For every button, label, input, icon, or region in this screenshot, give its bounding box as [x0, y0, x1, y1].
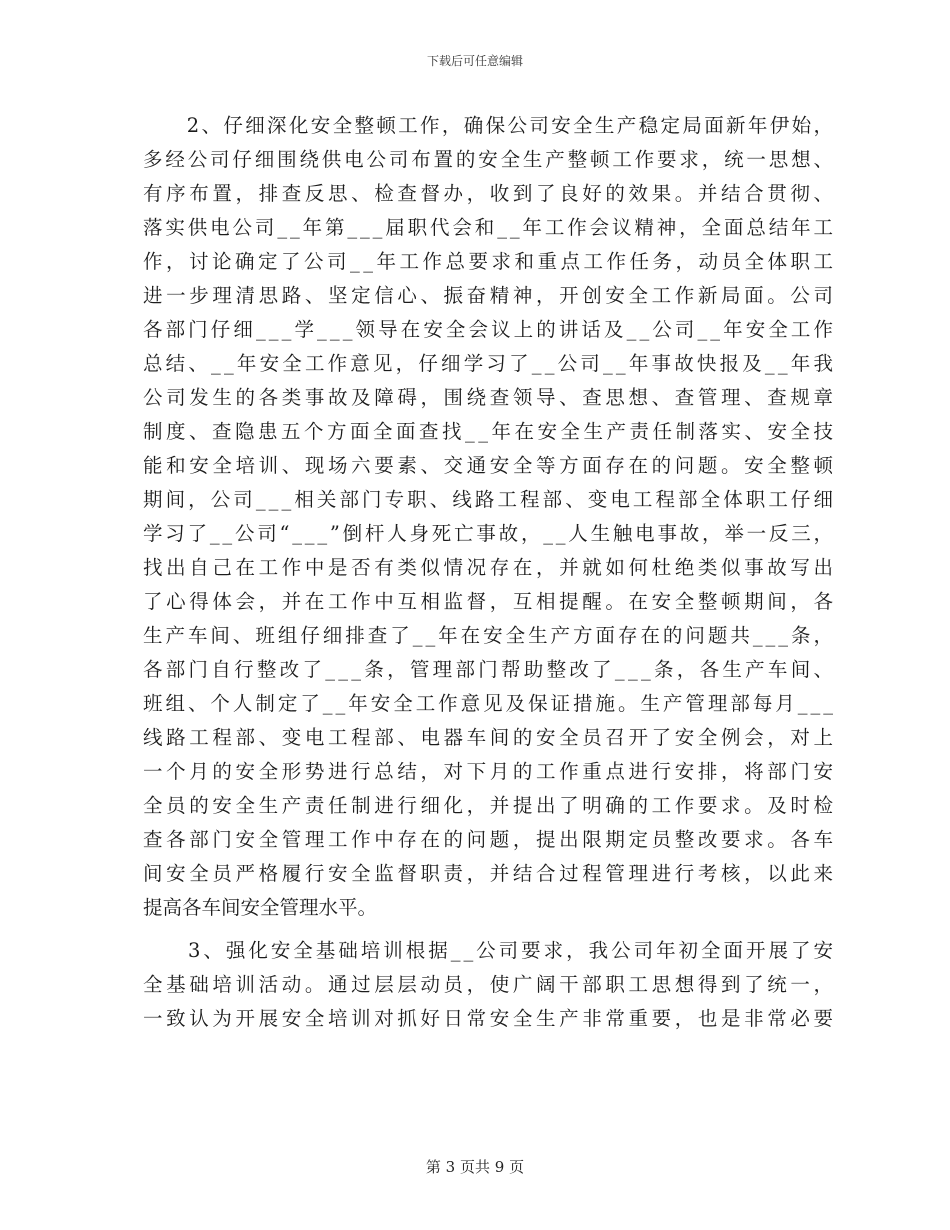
page-header: 下载后可任意编辑 — [426, 54, 523, 68]
text-line: 公司发生的各类事故及障碍，围绕查领导、查思想、查管理、查规章 — [143, 386, 837, 409]
text-line: 了心得体会，并在工作中互相监督，互相提醒。在安全整顿期间，各 — [143, 590, 837, 613]
text-line: 生产车间、班组仔细排查了__年在安全生产方面存在的问题共___条， — [143, 624, 836, 647]
text-line: 期间，公司___相关部门专职、线路工程部、变电工程部全体职工仔细 — [143, 488, 837, 511]
paragraph — [143, 109, 837, 925]
text-line: 作，讨论确定了公司__年工作总要求和重点工作任务，动员全体职工 — [143, 250, 837, 273]
text-line: 多经公司仔细围绕供电公司布置的安全生产整顿工作要求，统一思想、 — [143, 148, 836, 171]
text-line: 线路工程部、变电工程部、电器车间的安全员召开了安全例会，对上 — [143, 726, 837, 749]
text-line: 能和安全培训、现场六要素、交通安全等方面存在的问题。安全整顿 — [143, 454, 837, 477]
text-line: 一个月的安全形势进行总结，对下月的工作重点进行安排，将部门安 — [143, 760, 837, 783]
text-line: 一致认为开展安全培训对抓好日常安全生产非常重要，也是非常必要 — [143, 1007, 837, 1030]
text-line: 2、仔细深化安全整顿工作，确保公司安全生产稳定局面新年伊始， — [143, 114, 836, 137]
text-line: 落实供电公司__年第___届职代会和__年工作会议精神，全面总结年工 — [143, 216, 836, 239]
text-line: 进一步理清思路、坚定信心、振奋精神，开创安全工作新局面。公司 — [143, 284, 837, 307]
paragraph-gap — [143, 925, 833, 934]
document-body — [143, 109, 837, 1036]
text-line: 各部门仔细___学___领导在安全会议上的讲话及__公司__年安全工作 — [143, 318, 837, 341]
text-line: 全员的安全生产责任制进行细化，并提出了明确的工作要求。及时检 — [143, 794, 837, 817]
text-line: 全基础培训活动。通过层层动员，使广阔干部职工思想得到了统一， — [143, 973, 837, 996]
text-line: 各部门自行整改了___条，管理部门帮助整改了___条，各生产车间、 — [143, 658, 837, 681]
text-line: 有序布置，排查反思、检查督办，收到了良好的效果。并结合贯彻、 — [143, 182, 837, 205]
text-line: 间安全员严格履行安全监督职责，并结合过程管理进行考核，以此来 — [143, 862, 837, 885]
page-footer: 第 3 页共 9 页 — [425, 1158, 525, 1176]
text-line: 找出自己在工作中是否有类似情况存在，并就如何杜绝类似事故写出 — [143, 556, 837, 579]
text-line: 学习了__公司“___”倒杆人身死亡事故，__人生触电事故，举一反三， — [143, 522, 836, 545]
text-line: 班组、个人制定了__年安全工作意见及保证措施。生产管理部每月___ — [143, 692, 836, 715]
text-line: 总结、__年安全工作意见，仔细学习了__公司__年事故快报及__年我 — [143, 352, 837, 375]
text-line: 提高各车间安全管理水平。 — [143, 896, 378, 919]
text-line: 制度、查隐患五个方面全面查找__年在安全生产责任制落实、安全技 — [143, 420, 837, 443]
text-line: 3、强化安全基础培训根据__公司要求，我公司年初全面开展了安 — [143, 939, 836, 962]
paragraph — [143, 934, 837, 1036]
text-line: 查各部门安全管理工作中存在的问题，提出限期定员整改要求。各车 — [143, 828, 837, 851]
